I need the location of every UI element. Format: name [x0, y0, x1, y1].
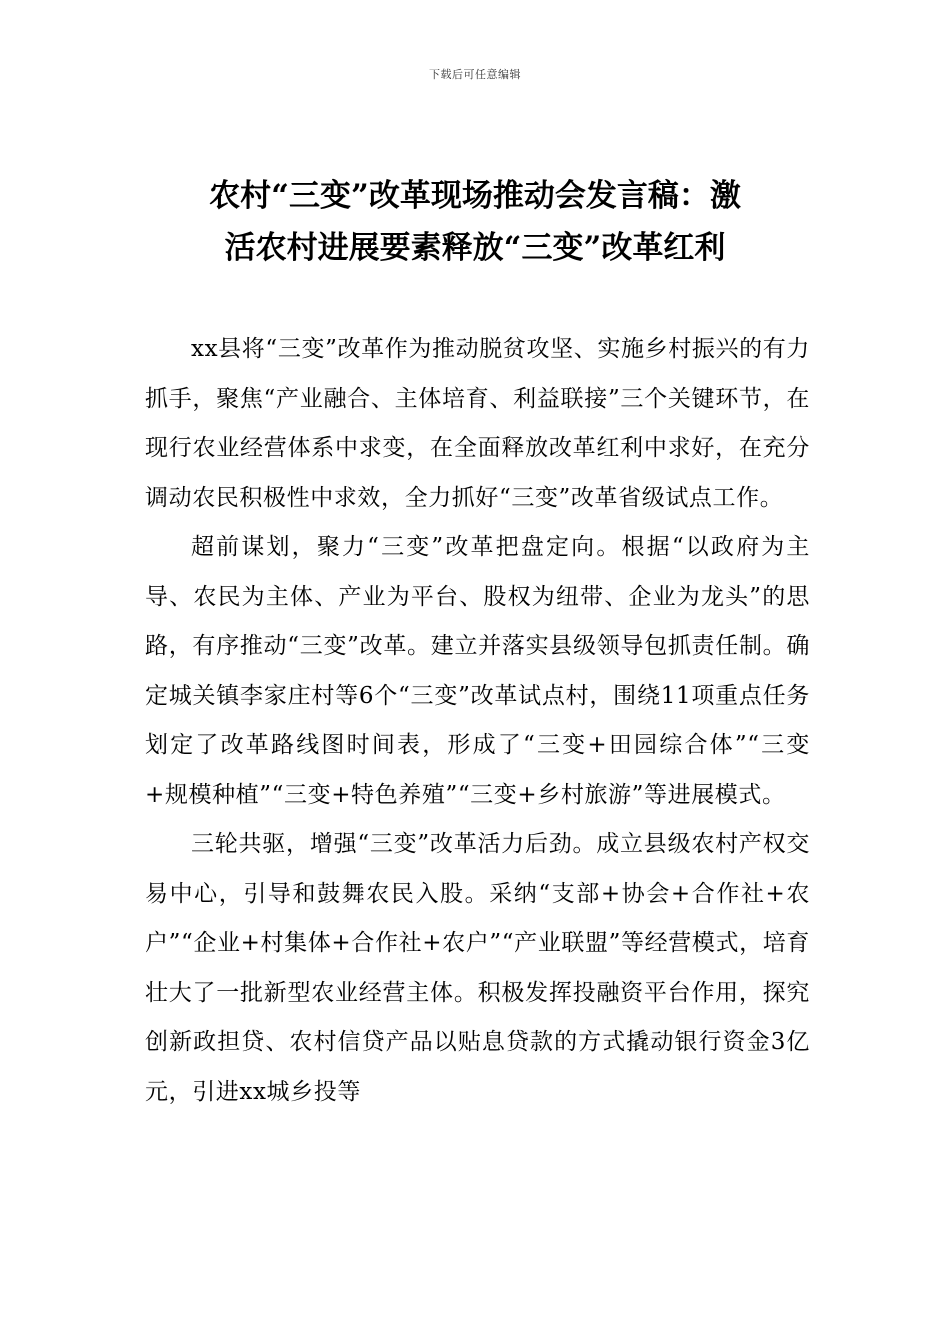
title-line-2: 活农村进展要素释放“三变”改革红利	[224, 230, 726, 266]
title-line-1: 农村“三变”改革现场推动会发言稿：激	[209, 178, 741, 214]
paragraph-drive: 三轮共驱，增强“三变”改革活力后劲。成立县级农村产权交易中心，引导和鼓舞农民入股。采纳“支部+协会+合作社+农户”“企业+村集体+合作社+农户”“产业联盟”等经营模式，培育壮大了一批新型农业经营主体。积极发挥投融资平台作用，探究创新政担贷、农村信贷产品以贴息贷款的方式撬动银行资金3亿元，引进xx城乡投等	[145, 831, 810, 1105]
header-note: 下载后可任意编辑	[429, 68, 521, 81]
document-title	[140, 170, 810, 274]
paragraph-planning: 超前谋划，聚力“三变”改革把盘定向。根据“以政府为主导、农民为主体、产业为平台、股权为纽带、企业为龙头”的思路，有序推动“三变”改革。建立并落实县级领导包抓责任制。确定城关镇李家庄村等6个“三变”改革试点村，围绕11项重点任务划定了改革路线图时间表，形成了“三变+田园综合体”“三变+规模种植”“三变+特色养殖”“三变+乡村旅游”等进展模式。	[145, 534, 810, 808]
paragraph-intro: xx县将“三变”改革作为推动脱贫攻坚、实施乡村振兴的有力抓手，聚焦“产业融合、主体培育、利益联接”三个关键环节，在现行农业经营体系中求变，在全面释放改革红利中求好，在充分调动农民积极性中求效，全力抓好“三变”改革省级试点工作。	[145, 336, 810, 511]
document-body	[145, 325, 810, 1117]
